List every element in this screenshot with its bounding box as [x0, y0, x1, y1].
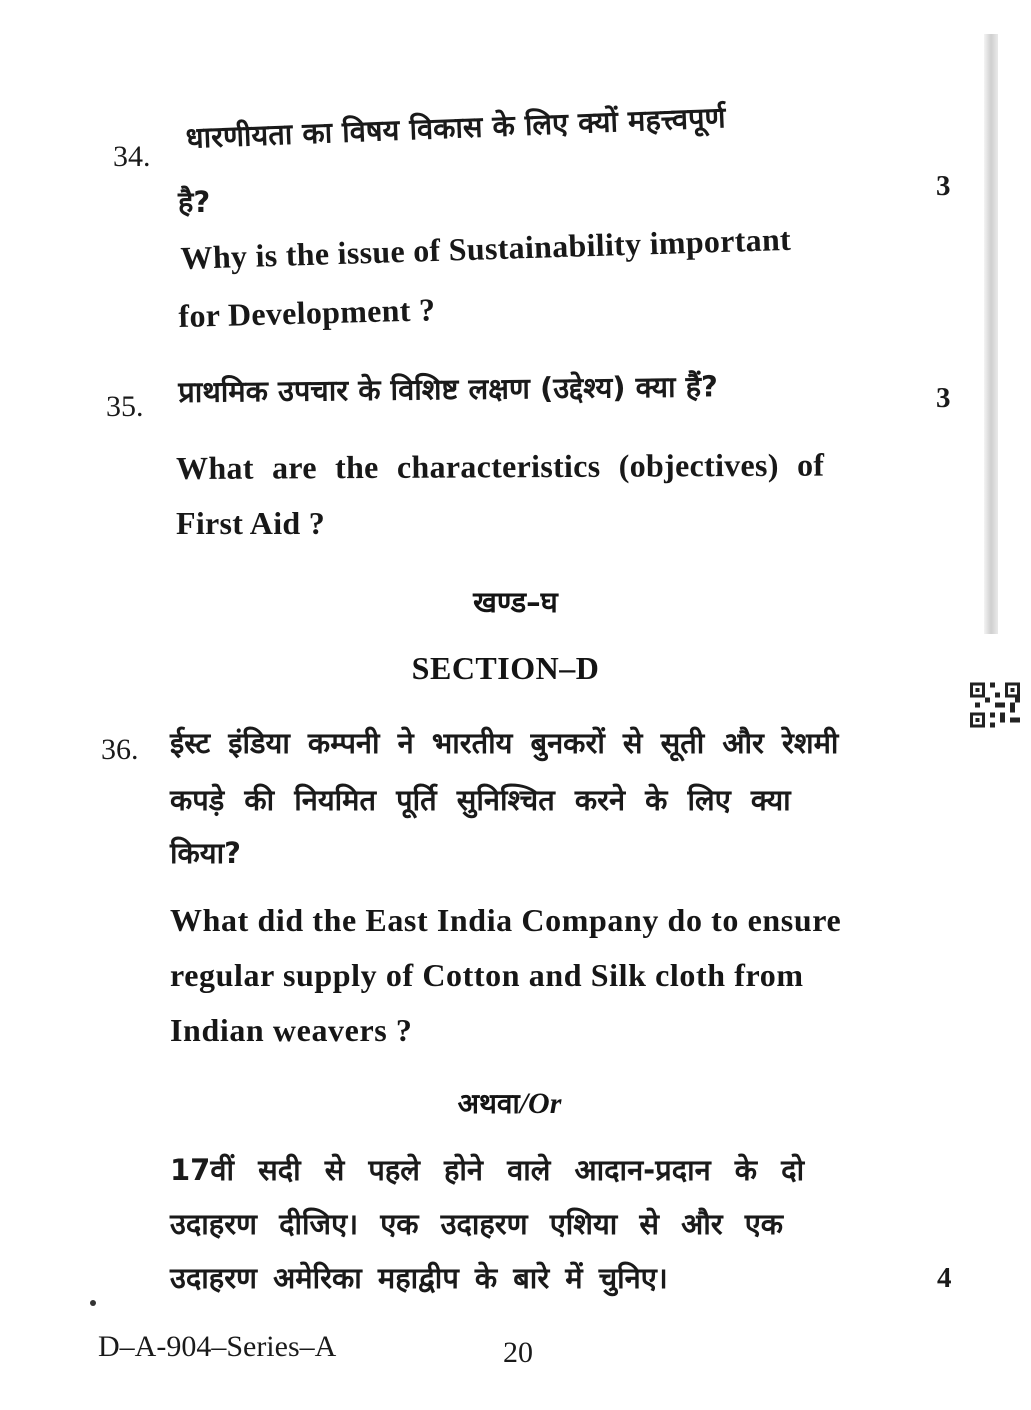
question-number: 34.	[113, 140, 151, 173]
question-english-line: regular supply of Cotton and Silk cloth from	[170, 957, 804, 993]
question-english-line: What are the characteristics (objectives) of	[176, 446, 825, 486]
alternative-hindi-line: 17वीं सदी से पहले होने वाले आदान-प्रदान के दो	[170, 1153, 805, 1187]
or-divider: अथवा/Or	[457, 1087, 562, 1120]
question-hindi-line: धारणीयता का विषय विकास के लिए क्यों महत्त्वपूर्ण	[185, 100, 727, 155]
question-english-line: Indian weavers ?	[170, 1012, 413, 1048]
question-marks: 3	[936, 382, 951, 414]
question-english-line: Why is the issue of Sustainability important	[180, 220, 792, 276]
bullet-dot	[90, 1300, 96, 1306]
alternative-hindi-line: उदाहरण अमेरिका महाद्वीप के बारे में चुनिए।	[170, 1261, 668, 1295]
or-hindi: अथवा	[457, 1087, 520, 1120]
question-marks: 3	[936, 170, 951, 202]
scanned-page-edge	[984, 34, 998, 634]
question-marks: 4	[937, 1262, 952, 1294]
section-title-english: SECTION–D	[411, 650, 600, 686]
question-number: 36.	[101, 733, 139, 766]
qr-code-icon	[970, 682, 1020, 728]
question-hindi-line: प्राथमिक उपचार के विशिष्ट लक्षण (उद्देश्य) क्या हैं?	[178, 369, 718, 409]
question-english-line: for Development ?	[178, 291, 436, 334]
alternative-hindi-line: उदाहरण दीजिए। एक उदाहरण एशिया से और एक	[170, 1207, 784, 1241]
question-hindi-line: किया?	[170, 836, 241, 870]
section-title-hindi: खण्ड–घ	[473, 585, 558, 619]
question-english-line: First Aid ?	[176, 505, 326, 541]
paper-code: D–A-904–Series–A	[98, 1330, 337, 1363]
or-english: Or	[528, 1087, 562, 1120]
question-number: 35.	[106, 390, 144, 423]
question-hindi-line: है?	[178, 185, 211, 219]
question-hindi-line: कपड़े की नियमित पूर्ति सुनिश्चित करने के लिए क्या	[170, 783, 791, 817]
page-number: 20	[503, 1336, 533, 1369]
question-english-line: What did the East India Company do to ensure	[170, 902, 842, 938]
question-hindi-line: ईस्ट इंडिया कम्पनी ने भारतीय बुनकरों से सूती और रेशमी	[170, 726, 839, 760]
